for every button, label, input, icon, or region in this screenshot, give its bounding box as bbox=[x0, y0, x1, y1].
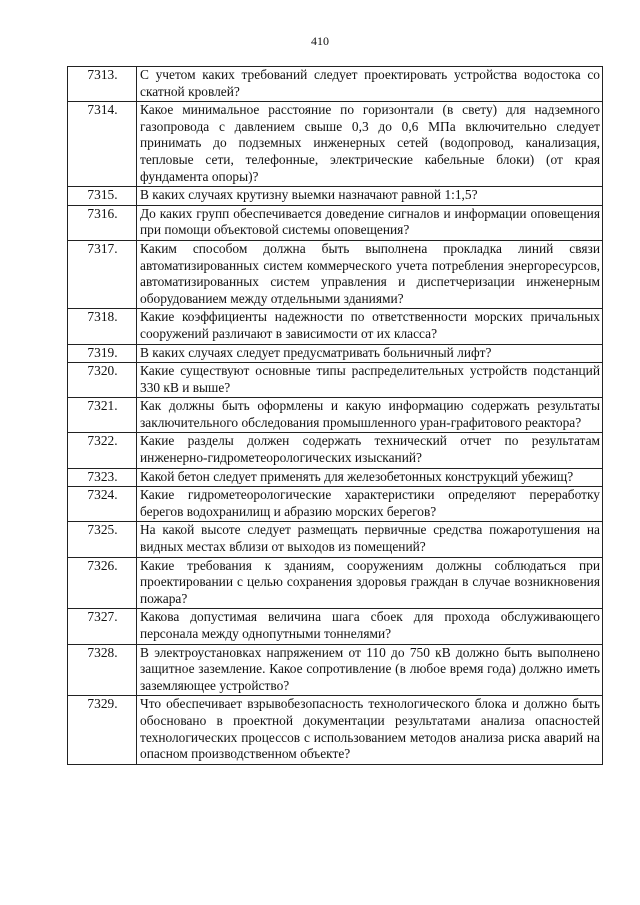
question-number: 7324. bbox=[68, 487, 137, 522]
question-text: Какова допустимая величина шага сбоек для прохода обслуживающего персонала между однопутными тоннелями? bbox=[137, 609, 603, 644]
question-text: Каким способом должна быть выполнена прокладка линий связи автоматизированных систем коммерческого учета потребления энергоресурсов, автоматизированных систем управления и диспетчеризации инженерным оборудованием между отдельными зданиями? bbox=[137, 240, 603, 308]
table-row bbox=[68, 398, 603, 433]
table-row bbox=[68, 240, 603, 308]
table-row bbox=[68, 433, 603, 468]
question-text: До каких групп обеспечивается доведение сигналов и информации оповещения при помощи объектовой системы оповещения? bbox=[137, 205, 603, 240]
table-row bbox=[68, 696, 603, 764]
question-number: 7321. bbox=[68, 398, 137, 433]
question-text: Какие существуют основные типы распределительных устройств подстанций 330 кВ и выше? bbox=[137, 363, 603, 398]
question-number: 7320. bbox=[68, 363, 137, 398]
question-number: 7315. bbox=[68, 187, 137, 206]
question-number: 7322. bbox=[68, 433, 137, 468]
table-row bbox=[68, 644, 603, 696]
table-row bbox=[68, 187, 603, 206]
table-row bbox=[68, 67, 603, 102]
question-text: В каких случаях следует предусматривать больничный лифт? bbox=[137, 344, 603, 363]
question-text: С учетом каких требований следует проектировать устройства водостока со скатной кровлей? bbox=[137, 67, 603, 102]
question-text: Какие разделы должен содержать технический отчет по результатам инженерно-гидрометеорологических изысканий? bbox=[137, 433, 603, 468]
question-text: Какие требования к зданиям, сооружениям должны соблюдаться при проектировании с целью сохранения здоровья граждан в случае возникновения пожара? bbox=[137, 557, 603, 609]
question-number: 7323. bbox=[68, 468, 137, 487]
question-text: Какой бетон следует применять для железобетонных конструкций убежищ? bbox=[137, 468, 603, 487]
question-number: 7327. bbox=[68, 609, 137, 644]
question-text: На какой высоте следует размещать первичные средства пожаротушения на видных местах вблизи от выходов из помещений? bbox=[137, 522, 603, 557]
question-text: В электроустановках напряжением от 110 до 750 кВ должно быть выполнено защитное заземление. Какое сопротивление (в любое время года) должно иметь заземляющее устройство? bbox=[137, 644, 603, 696]
table-row bbox=[68, 557, 603, 609]
table-row bbox=[68, 522, 603, 557]
table-row bbox=[68, 344, 603, 363]
questions-table bbox=[67, 66, 603, 765]
table-row bbox=[68, 363, 603, 398]
page-number: 410 bbox=[311, 34, 329, 48]
question-text: Какие коэффициенты надежности по ответственности морских причальных сооружений различают в зависимости от их класса? bbox=[137, 309, 603, 344]
question-text: Что обеспечивает взрывобезопасность технологического блока и должно быть обосновано в проектной документации результатами анализа опасностей технологических процессов с использованием методов анализа риска аварий на опасном производственном объекте? bbox=[137, 696, 603, 764]
question-text: Как должны быть оформлены и какую информацию содержать результаты заключительного обследования промышленного уран-графитового реактора? bbox=[137, 398, 603, 433]
question-number: 7328. bbox=[68, 644, 137, 696]
question-number: 7329. bbox=[68, 696, 137, 764]
question-number: 7316. bbox=[68, 205, 137, 240]
question-number: 7317. bbox=[68, 240, 137, 308]
question-text: В каких случаях крутизну выемки назначают равной 1:1,5? bbox=[137, 187, 603, 206]
question-number: 7318. bbox=[68, 309, 137, 344]
question-text: Какое минимальное расстояние по горизонтали (в свету) для надземного газопровода с давлением свыше 0,3 до 0,6 МПа включительно следует принимать до подземных инженерных сетей (водопровод, канализация, тепловые сети, телефонные, электрические кабельные блоки) (от края фундамента опоры)? bbox=[137, 102, 603, 187]
question-number: 7319. bbox=[68, 344, 137, 363]
question-text: Какие гидрометеорологические характеристики определяют переработку берегов водохранилищ и абразию морских берегов? bbox=[137, 487, 603, 522]
table-row bbox=[68, 102, 603, 187]
question-number: 7325. bbox=[68, 522, 137, 557]
table-row bbox=[68, 309, 603, 344]
question-number: 7313. bbox=[68, 67, 137, 102]
question-number: 7314. bbox=[68, 102, 137, 187]
table-row bbox=[68, 468, 603, 487]
question-number: 7326. bbox=[68, 557, 137, 609]
table-row bbox=[68, 609, 603, 644]
table-row bbox=[68, 487, 603, 522]
table-row bbox=[68, 205, 603, 240]
questions-table-body bbox=[68, 67, 603, 765]
